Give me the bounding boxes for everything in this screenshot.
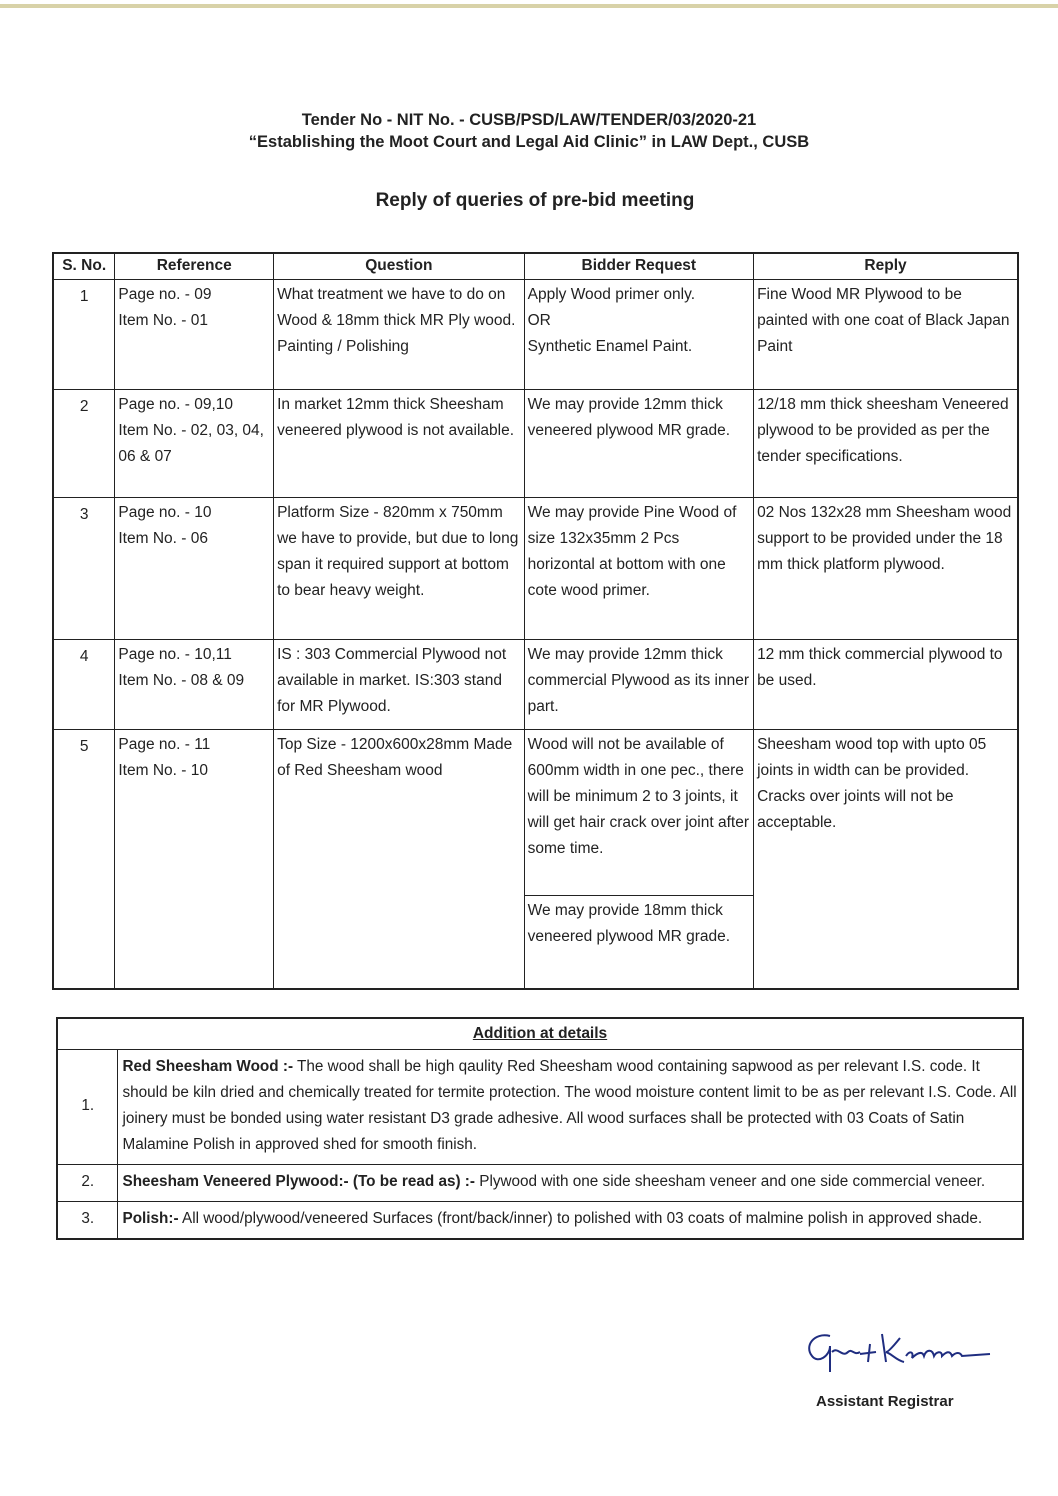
signature-image bbox=[800, 1322, 1040, 1374]
column-header-reference: Reference bbox=[115, 253, 274, 279]
page-heading: Reply of queries of pre-bid meeting bbox=[375, 190, 695, 211]
row-bidder-request: We may provide 12mm thick veneered plywood MR grade. bbox=[524, 389, 753, 497]
row-sno: 3 bbox=[53, 497, 115, 639]
addition-body: The wood shall be high qaulity Red Sheesham wood containing sapwood as per relevant I.S. code. It should be kiln dried and chemically treated for termite protection. The wood moisture content limit to be as per relevant I.S. Code. All joinery must be bonded using water resistant D3 grade adhesive. All wood surfaces shall be protected with 03 Coats of Satin Malamine Polish in approved shed for smooth finish. bbox=[122, 1058, 1017, 1153]
row-reply: 02 Nos 132x28 mm Sheesham wood support to be provided under the 18 mm thick platform plywood. bbox=[754, 497, 1018, 639]
addition-label: Sheesham Veneered Plywood:- (To be read as) :- bbox=[122, 1173, 475, 1190]
addition-label: Polish:- bbox=[122, 1210, 179, 1227]
reference-page: Page no. - 10,11 bbox=[118, 645, 232, 663]
table-row bbox=[53, 729, 1018, 989]
reference-item: Item No. - 02, 03, 04, 06 & 07 bbox=[118, 421, 264, 465]
row-sno: 4 bbox=[53, 639, 115, 729]
table-row bbox=[53, 639, 1018, 729]
page-top-edge bbox=[0, 4, 1058, 8]
row-question: In market 12mm thick Sheesham veneered plywood is not available. bbox=[274, 389, 525, 497]
row-reference bbox=[115, 639, 274, 729]
reference-item: Item No. - 06 bbox=[118, 529, 208, 547]
row-reply: 12 mm thick commercial plywood to be used. bbox=[754, 639, 1018, 729]
addition-number: 3. bbox=[57, 1202, 117, 1240]
table-row bbox=[53, 497, 1018, 639]
additions-title bbox=[57, 1018, 1023, 1050]
list-item bbox=[57, 1165, 1023, 1202]
reference-page: Page no. - 11 bbox=[118, 735, 211, 753]
list-item bbox=[57, 1202, 1023, 1240]
column-header-bidder-request: Bidder Request bbox=[524, 253, 753, 279]
reference-page: Page no. - 09 bbox=[118, 285, 212, 303]
row-reference bbox=[115, 279, 274, 389]
column-header-question: Question bbox=[274, 253, 525, 279]
reference-page: Page no. - 10 bbox=[118, 503, 212, 521]
signatory-designation: Assistant Registrar bbox=[816, 1393, 954, 1410]
additions-table bbox=[56, 1017, 1024, 1240]
request-part-2: We may provide 18mm thick veneered plywood MR grade. bbox=[527, 901, 731, 945]
addition-number: 2. bbox=[57, 1165, 117, 1202]
addition-body: All wood/plywood/veneered Surfaces (front/back/inner) to polished with 03 coats of malmine polish in approved shade. bbox=[178, 1210, 983, 1227]
addition-body: Plywood with one side sheesham veneer and one side commercial veneer. bbox=[475, 1173, 986, 1190]
queries-table bbox=[52, 252, 1019, 990]
row-bidder-request: We may provide Pine Wood of size 132x35mm 2 Pcs horizontal at bottom with one cote wood primer. bbox=[524, 497, 753, 639]
reference-item: Item No. - 01 bbox=[118, 311, 208, 329]
addition-text bbox=[117, 1202, 1023, 1240]
addition-text bbox=[117, 1050, 1023, 1165]
reference-item: Item No. - 08 & 09 bbox=[118, 671, 245, 689]
request-or: OR bbox=[527, 311, 551, 329]
tender-subject: “Establishing the Moot Court and Legal Aid Clinic” in LAW Dept., CUSB bbox=[248, 133, 810, 151]
addition-number: 1. bbox=[57, 1050, 117, 1165]
row-reply: 12/18 mm thick sheesham Veneered plywood to be provided as per the tender specifications. bbox=[754, 389, 1018, 497]
addition-label: Red Sheesham Wood :- bbox=[122, 1058, 294, 1075]
addition-text bbox=[117, 1165, 1023, 1202]
row-reference bbox=[115, 729, 274, 989]
request-option-a: Apply Wood primer only. bbox=[527, 285, 696, 303]
additions-title-text: Addition at details bbox=[472, 1025, 608, 1042]
row-sno: 2 bbox=[53, 389, 115, 497]
request-option-b: Synthetic Enamel Paint. bbox=[527, 337, 693, 355]
row-question: IS : 303 Commercial Plywood not available in market. IS:303 stand for MR Plywood. bbox=[274, 639, 525, 729]
row-reply: Sheesham wood top with upto 05 joints in width can be provided. Cracks over joints will not be acceptable. bbox=[754, 729, 1018, 989]
list-item bbox=[57, 1050, 1023, 1165]
request-part-1: Wood will not be available of 600mm width in one pec., there will be minimum 2 to 3 joints, it will get hair crack over joint after some time. bbox=[525, 730, 753, 896]
table-row bbox=[53, 279, 1018, 389]
row-bidder-request bbox=[524, 279, 753, 389]
additions-header-row bbox=[57, 1018, 1023, 1050]
row-reference bbox=[115, 497, 274, 639]
row-sno: 5 bbox=[53, 729, 115, 989]
row-sno: 1 bbox=[53, 279, 115, 389]
row-question: What treatment we have to do on Wood & 18mm thick MR Ply wood. Painting / Polishing bbox=[274, 279, 525, 389]
row-question: Top Size - 1200x600x28mm Made of Red Sheesham wood bbox=[274, 729, 525, 989]
reference-item: Item No. - 10 bbox=[118, 761, 208, 779]
table-row bbox=[53, 389, 1018, 497]
row-bidder-request: We may provide 12mm thick commercial Plywood as its inner part. bbox=[524, 639, 753, 729]
column-header-sno: S. No. bbox=[53, 253, 115, 279]
column-header-reply: Reply bbox=[754, 253, 1018, 279]
row-question: Platform Size - 820mm x 750mm we have to provide, but due to long span it required support at bottom to bear heavy weight. bbox=[274, 497, 525, 639]
row-bidder-request bbox=[524, 729, 753, 989]
row-reference bbox=[115, 389, 274, 497]
table-header-row bbox=[53, 253, 1018, 279]
tender-number: Tender No - NIT No. - CUSB/PSD/LAW/TENDER/03/2020-21 bbox=[301, 111, 757, 129]
reference-page: Page no. - 09,10 bbox=[118, 395, 233, 413]
row-reply: Fine Wood MR Plywood to be painted with one coat of Black Japan Paint bbox=[754, 279, 1018, 389]
